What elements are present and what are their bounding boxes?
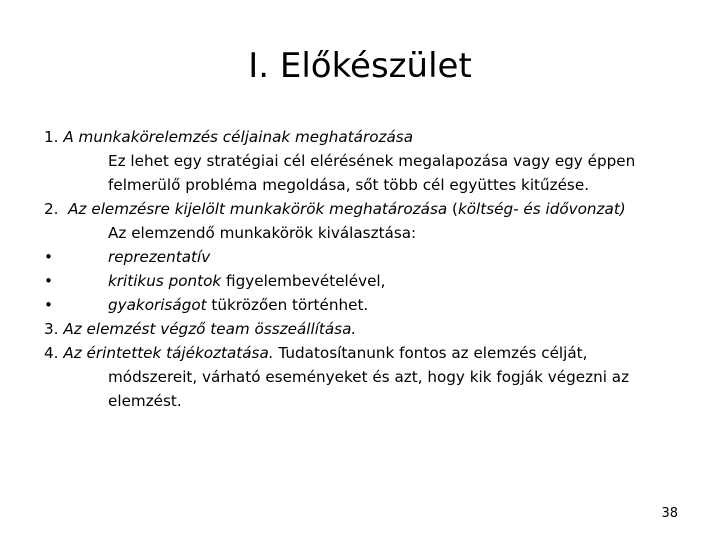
item-2-desc: Az elemzendő munkakörök kiválasztása: [108,224,417,242]
bullet-2-rest: figyelembevételével, [221,272,386,290]
item-1-desc-line-2: felmerülő probléma megoldása, sőt több cél együttes kitűzése. [108,176,590,194]
item-1-desc-line-1: Ez lehet egy stratégiai cél elérésének megalapozása vagy egy éppen [108,152,636,170]
item-4-title: Az érintettek tájékoztatása. [63,344,274,362]
bullet-3-emphasis: gyakoriságot [108,296,207,314]
bullet-item-2 [44,269,694,293]
item-3-heading [44,317,694,341]
item-4-cont-line-2: elemzést. [108,392,182,410]
item-2-number: 2. [44,200,59,218]
bullet-dot: • [44,296,53,314]
slide-title: I. Előkészület [248,46,472,86]
page-number: 38 [661,506,678,521]
bullet-dot: • [44,272,53,290]
bullet-2-emphasis: kritikus pontok [108,272,222,290]
slide-content [44,125,694,413]
item-1-title: A munkakörelemzés céljainak meghatározása [63,128,414,146]
item-2-paren-text: költség- és idővonzat) [457,200,626,218]
item-2-title: Az elemzésre kijelölt munkakörök meghatározása [68,200,448,218]
item-4-cont-line-1: módszereit, várható eseményeket és azt, hogy kik fogják végezni az [108,368,630,386]
bullet-1-emphasis: reprezentatív [108,248,211,266]
item-1-heading [44,125,694,149]
item-4-rest: Tudatosítanunk fontos az elemzés célját, [273,344,588,362]
item-2-paren-open: ( [452,200,458,218]
item-3-title: Az elemzést végző team összeállítása. [63,320,357,338]
item-2-heading [44,197,694,221]
item-4-heading [44,341,694,365]
bullet-dot: • [44,248,53,266]
item-3-number: 3. [44,320,59,338]
item-4-number: 4. [44,344,59,362]
bullet-item-1 [44,245,694,269]
item-1-number: 1. [44,128,59,146]
bullet-3-rest: tükrözően történhet. [206,296,369,314]
bullet-item-3 [44,293,694,317]
